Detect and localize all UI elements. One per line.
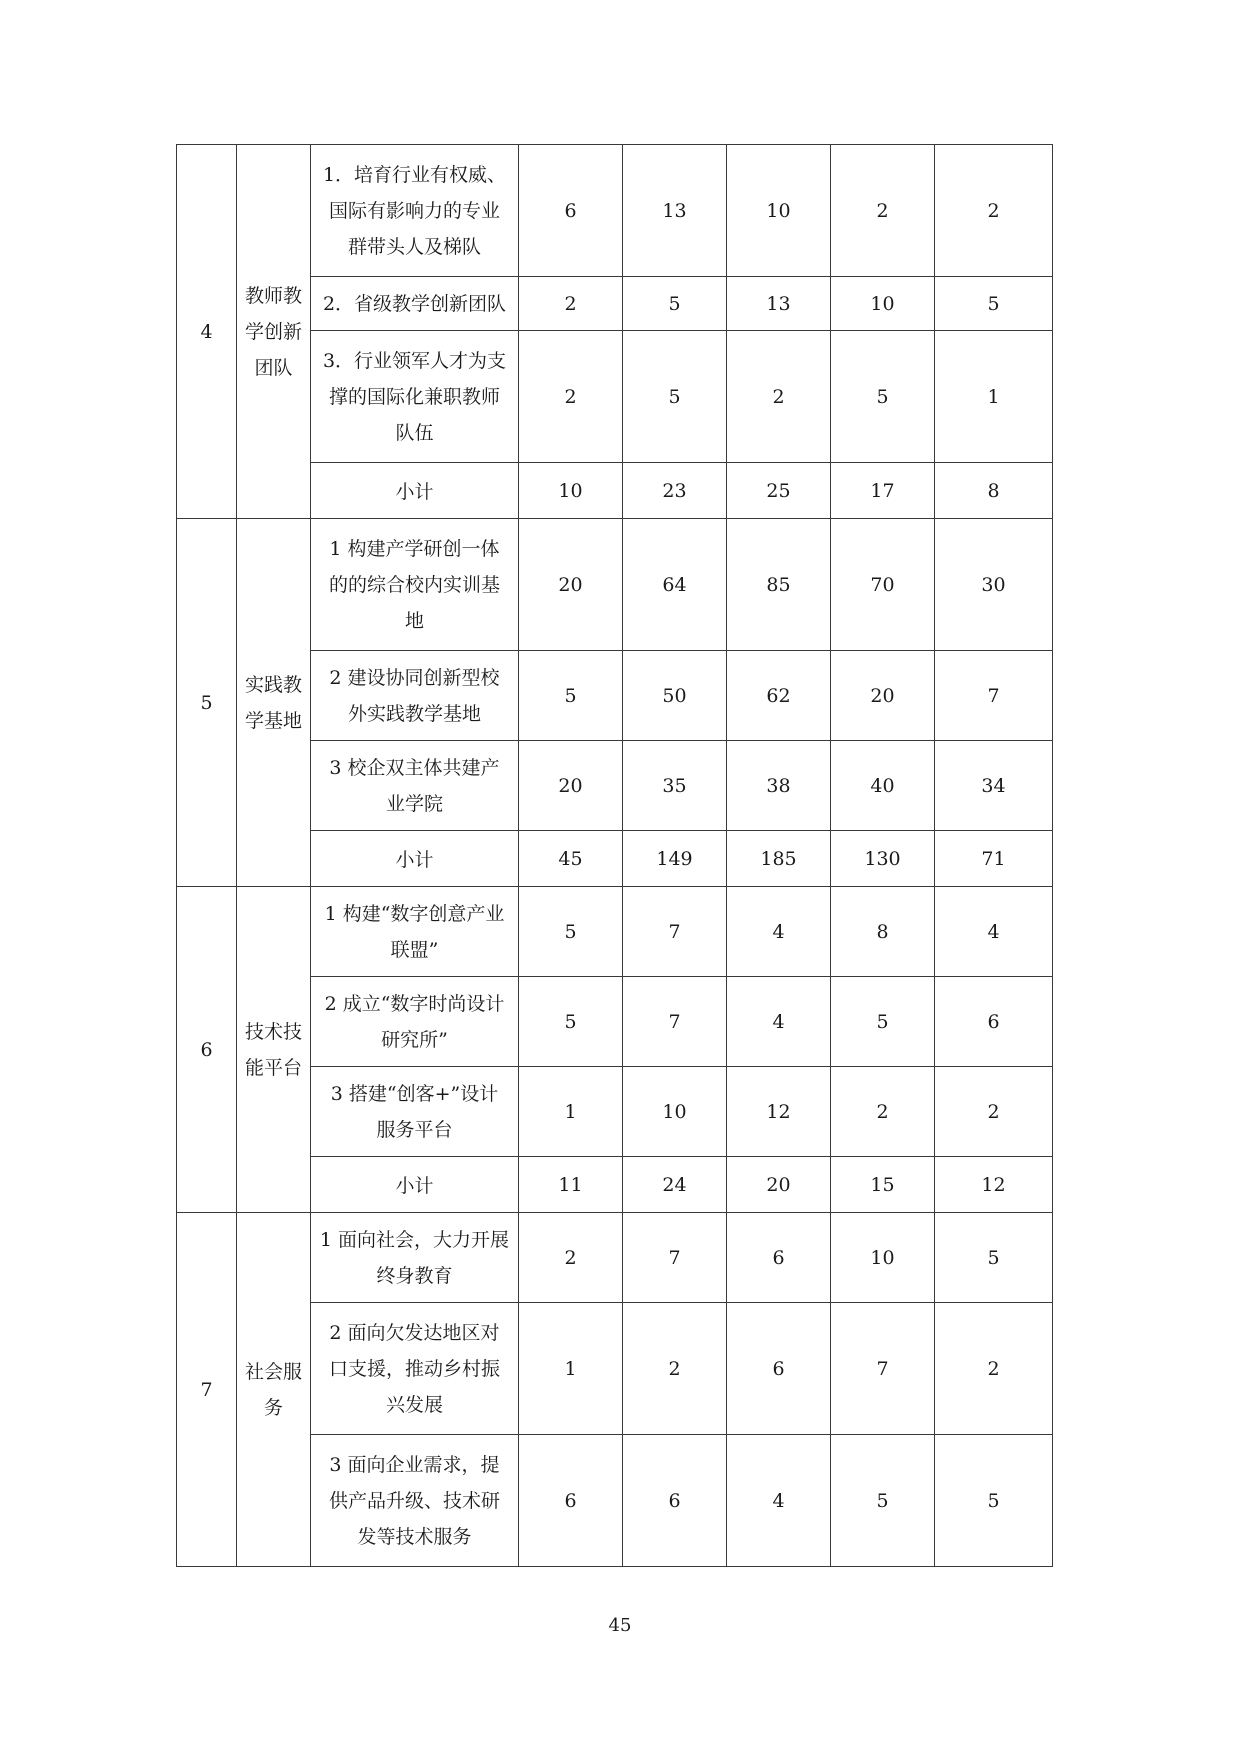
subtotal-value: 20 (727, 1157, 831, 1213)
value-cell: 70 (831, 519, 935, 651)
value-cell: 4 (727, 977, 831, 1067)
value-cell: 6 (935, 977, 1053, 1067)
item-line: 的的综合校内实训基 (328, 573, 500, 596)
subtotal-value: 10 (519, 463, 623, 519)
value-cell: 2 (831, 1067, 935, 1157)
item-line: 1．培育行业有权威、 (322, 163, 507, 186)
value-cell: 4 (727, 887, 831, 977)
category-line: 实践教 (244, 673, 302, 696)
item-description (311, 277, 519, 331)
row-number: 7 (177, 1213, 237, 1567)
item-line: 群带头人及梯队 (347, 235, 481, 258)
item-description (311, 651, 519, 741)
category-line: 学创新 (244, 320, 302, 343)
value-cell: 5 (831, 1435, 935, 1567)
value-cell: 20 (519, 741, 623, 831)
value-cell: 5 (831, 977, 935, 1067)
subtotal-value: 8 (935, 463, 1053, 519)
item-line: 终身教育 (376, 1264, 453, 1287)
value-cell: 5 (519, 887, 623, 977)
value-cell: 5 (831, 331, 935, 463)
value-cell: 7 (623, 887, 727, 977)
item-line: 1 构建“数字创意产业 (324, 902, 505, 925)
value-cell: 13 (623, 145, 727, 277)
subtotal-value: 130 (831, 831, 935, 887)
subtotal-label: 小计 (311, 1157, 519, 1213)
value-cell: 20 (519, 519, 623, 651)
value-cell: 6 (727, 1213, 831, 1303)
item-description (311, 887, 519, 977)
value-cell: 20 (831, 651, 935, 741)
subtotal-value: 23 (623, 463, 727, 519)
budget-table (176, 144, 1053, 1567)
subtotal-value: 11 (519, 1157, 623, 1213)
category-cell (237, 887, 311, 1213)
item-line: 撑的国际化兼职教师 (328, 385, 500, 408)
item-line: 3 面向企业需求，提 (329, 1453, 500, 1476)
item-line: 服务平台 (376, 1118, 453, 1141)
value-cell: 5 (519, 651, 623, 741)
row-number: 4 (177, 145, 237, 519)
page-number: 45 (608, 1615, 632, 1636)
value-cell: 1 (519, 1303, 623, 1435)
value-cell: 4 (935, 887, 1053, 977)
value-cell: 10 (831, 277, 935, 331)
value-cell: 2 (519, 331, 623, 463)
category-line: 学基地 (244, 709, 302, 732)
value-cell: 10 (623, 1067, 727, 1157)
item-line: 1 构建产学研创一体 (329, 537, 500, 560)
subtotal-label: 小计 (311, 463, 519, 519)
value-cell: 6 (727, 1303, 831, 1435)
value-cell: 34 (935, 741, 1053, 831)
value-cell: 5 (935, 1213, 1053, 1303)
value-cell: 7 (623, 1213, 727, 1303)
category-line: 务 (263, 1396, 283, 1419)
value-cell: 5 (623, 277, 727, 331)
value-cell: 2 (519, 1213, 623, 1303)
item-description (311, 977, 519, 1067)
category-line: 社会服 (244, 1360, 302, 1383)
item-line: 发等技术服务 (357, 1525, 472, 1548)
value-cell: 5 (519, 977, 623, 1067)
item-description (311, 1213, 519, 1303)
value-cell: 10 (727, 145, 831, 277)
subtotal-value: 149 (623, 831, 727, 887)
subtotal-value: 15 (831, 1157, 935, 1213)
row-number: 5 (177, 519, 237, 887)
item-line: 口支援，推动乡村振 (328, 1357, 500, 1380)
value-cell: 38 (727, 741, 831, 831)
item-description (311, 1303, 519, 1435)
subtotal-value: 45 (519, 831, 623, 887)
item-line: 2 面向欠发达地区对 (329, 1321, 500, 1344)
category-line: 团队 (254, 356, 293, 379)
value-cell: 6 (519, 1435, 623, 1567)
category-line: 教师教 (244, 284, 302, 307)
item-line: 2 建设协同创新型校 (329, 666, 500, 689)
item-line: 联盟” (390, 938, 439, 961)
value-cell: 35 (623, 741, 727, 831)
item-line: 研究所” (381, 1028, 448, 1051)
value-cell: 2 (935, 145, 1053, 277)
item-line: 3 搭建“创客+”设计 (330, 1082, 499, 1105)
subtotal-value: 17 (831, 463, 935, 519)
category-cell (237, 519, 311, 887)
value-cell: 62 (727, 651, 831, 741)
value-cell: 5 (935, 277, 1053, 331)
item-line: 队伍 (395, 421, 434, 444)
item-line: 业学院 (385, 792, 443, 815)
value-cell: 6 (623, 1435, 727, 1567)
item-line: 供产品升级、技术研 (328, 1489, 500, 1512)
table-row (177, 887, 1053, 977)
item-description (311, 519, 519, 651)
value-cell: 5 (623, 331, 727, 463)
value-cell: 12 (727, 1067, 831, 1157)
row-number: 6 (177, 887, 237, 1213)
value-cell: 10 (831, 1213, 935, 1303)
item-description (311, 145, 519, 277)
value-cell: 1 (519, 1067, 623, 1157)
value-cell: 2 (519, 277, 623, 331)
value-cell: 7 (935, 651, 1053, 741)
subtotal-value: 25 (727, 463, 831, 519)
item-line: 外实践教学基地 (347, 702, 481, 725)
value-cell: 40 (831, 741, 935, 831)
item-line: 3．行业领军人才为支 (322, 349, 507, 372)
value-cell: 8 (831, 887, 935, 977)
value-cell: 2 (831, 145, 935, 277)
value-cell: 7 (831, 1303, 935, 1435)
value-cell: 7 (623, 977, 727, 1067)
value-cell: 2 (935, 1067, 1053, 1157)
item-description (311, 741, 519, 831)
item-line: 国际有影响力的专业 (328, 199, 500, 222)
item-line: 2．省级教学创新团队 (322, 292, 507, 315)
value-cell: 64 (623, 519, 727, 651)
value-cell: 2 (935, 1303, 1053, 1435)
category-line: 能平台 (244, 1056, 302, 1079)
item-description (311, 1067, 519, 1157)
value-cell: 1 (935, 331, 1053, 463)
value-cell: 50 (623, 651, 727, 741)
value-cell: 13 (727, 277, 831, 331)
item-description (311, 1435, 519, 1567)
item-line: 兴发展 (385, 1393, 443, 1416)
table-row (177, 145, 1053, 277)
subtotal-label: 小计 (311, 831, 519, 887)
value-cell: 5 (935, 1435, 1053, 1567)
category-cell (237, 1213, 311, 1567)
value-cell: 30 (935, 519, 1053, 651)
category-cell (237, 145, 311, 519)
value-cell: 6 (519, 145, 623, 277)
value-cell: 4 (727, 1435, 831, 1567)
item-description (311, 331, 519, 463)
value-cell: 2 (623, 1303, 727, 1435)
value-cell: 85 (727, 519, 831, 651)
table-row (177, 519, 1053, 651)
table-row (177, 1213, 1053, 1303)
category-line: 技术技 (244, 1020, 302, 1043)
subtotal-value: 24 (623, 1157, 727, 1213)
subtotal-value: 12 (935, 1157, 1053, 1213)
subtotal-value: 71 (935, 831, 1053, 887)
value-cell: 2 (727, 331, 831, 463)
item-line: 3 校企双主体共建产 (329, 756, 500, 779)
item-line: 2 成立“数字时尚设计 (324, 992, 505, 1015)
subtotal-value: 185 (727, 831, 831, 887)
item-line: 1 面向社会，大力开展 (319, 1228, 510, 1251)
item-line: 地 (404, 609, 424, 632)
